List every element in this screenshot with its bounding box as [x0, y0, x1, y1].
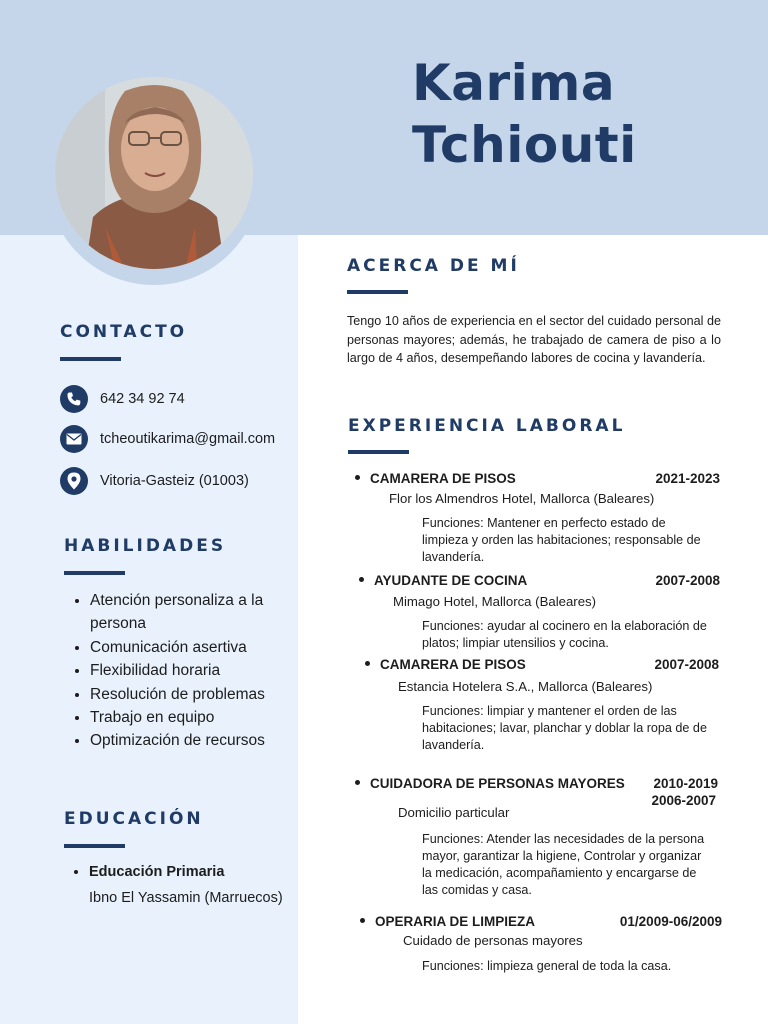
candidate-name [412, 52, 637, 176]
job-place: Cuidado de personas mayores [403, 933, 583, 948]
job-title: AYUDANTE DE COCINA [359, 573, 527, 588]
job-title: OPERARIA DE LIMPIEZA [360, 914, 535, 929]
skill-item: • Resolución de problemas [90, 683, 300, 706]
about-text: Tengo 10 años de experiencia en el sector del cuidado personal de personas mayores; además, he trabajado de camera de piso a lo largo de 4 años, desempeñando labores de cocina y lavandería. [347, 314, 721, 366]
mail-icon [60, 425, 88, 453]
skills-heading: HABILIDADES [64, 536, 227, 556]
contact-phone [60, 385, 185, 413]
experience-heading: EXPERIENCIA LABORAL [348, 416, 626, 436]
skill-item: • Comunicación asertiva [90, 636, 300, 659]
job-dates: 2021-2023 [655, 471, 720, 486]
job-title: CAMARERA DE PISOS [365, 657, 526, 672]
job-place: Estancia Hotelera S.A., Mallorca (Baleares) [398, 679, 653, 694]
job-description: Funciones: Mantener en perfecto estado de limpieza y orden las habitaciones; responsable de lavandería. [422, 516, 701, 564]
profile-photo [55, 77, 253, 269]
experience-rule [348, 450, 409, 454]
last-name: Tchiouti [412, 116, 637, 174]
first-name: Karima [412, 54, 616, 112]
job-dates: 01/2009-06/2009 [619, 914, 722, 929]
skill-item: • Optimización de recursos [90, 729, 300, 752]
education-list [61, 860, 319, 884]
education-school: Ibno El Yassamin (Marruecos) [89, 890, 283, 906]
location-pin-icon [60, 467, 88, 495]
skills-rule [64, 571, 125, 575]
bullet-dot [365, 661, 370, 666]
bullet-dot [355, 780, 360, 785]
job-description: Funciones: Atender las necesidades de la persona mayor, garantizar la higiene, Controlar y organizar la medicación, acompañamiento y encargarse de las comidas y casa. [422, 832, 705, 897]
contact-rule [60, 357, 121, 361]
job-title: CAMARERA DE PISOS [355, 471, 516, 486]
about-rule [347, 290, 408, 294]
location-text: Vitoria-Gasteiz (01003) [100, 473, 249, 489]
job-place: Domicilio particular [398, 805, 510, 820]
bullet-dot [359, 577, 364, 582]
job-title: CUIDADORA DE PERSONAS MAYORES [355, 776, 625, 791]
job-dates-secondary: 2006-2007 [651, 793, 716, 808]
bullet-dot [355, 475, 360, 480]
education-degree: Educación Primaria [89, 864, 225, 880]
education-rule [64, 844, 125, 848]
contact-email [60, 425, 275, 453]
contact-location [60, 467, 249, 495]
job-dates: 2010-2019 [653, 776, 718, 791]
job-dates: 2007-2008 [655, 573, 720, 588]
skill-item: • Trabajo en equipo [90, 706, 300, 729]
job-dates: 2007-2008 [654, 657, 719, 672]
skill-item: • Flexibilidad horaria [90, 659, 300, 682]
job-place: Mimago Hotel, Mallorca (Baleares) [393, 594, 597, 609]
education-item [89, 860, 319, 884]
job-description: Funciones: limpieza general de toda la casa. [422, 959, 672, 973]
education-heading: EDUCACIÓN [64, 809, 204, 829]
email-address[interactable]: tcheoutikarima@gmail.com [100, 431, 276, 447]
job-description: Funciones: ayudar al cocinero en la elaboración de platos; limpiar utensilios y cocina. [422, 619, 707, 650]
job-place: Flor los Almendros Hotel, Mallorca (Baleares) [389, 491, 655, 506]
avatar [55, 77, 253, 269]
job-description: Funciones: limpiar y mantener el orden de las habitaciones; lavar, planchar y doblar la ropa de de lavandería. [422, 704, 707, 752]
phone-icon [60, 385, 88, 413]
bullet-dot [360, 918, 365, 923]
about-heading: ACERCA DE MÍ [347, 256, 520, 276]
skill-item: • Atención personaliza a la persona [90, 589, 300, 636]
skills-list [62, 589, 300, 753]
phone-number: 642 34 92 74 [100, 391, 185, 407]
contact-heading: CONTACTO [60, 322, 188, 342]
